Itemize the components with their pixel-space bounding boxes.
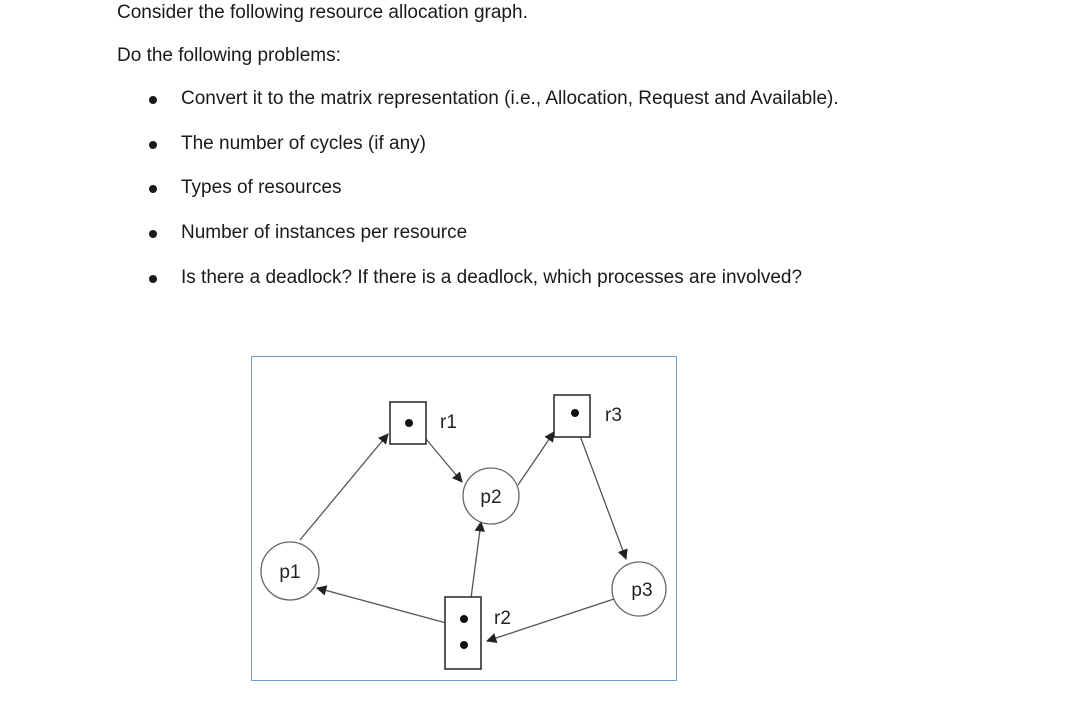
- process-label: p3: [631, 580, 653, 601]
- intro-text: Consider the following resource allocation graph.: [117, 2, 528, 23]
- edge-p1-r1: [300, 434, 388, 540]
- resource-allocation-graph: [251, 356, 677, 681]
- resource-instance-dot: [571, 409, 579, 417]
- edge-r2-p1: [317, 588, 461, 627]
- prompt-text: Do the following problems:: [117, 45, 341, 66]
- resource-node-r3: [554, 395, 622, 437]
- edge-r2-p2: [471, 522, 481, 598]
- problem-text: Convert it to the matrix representation (i.e., Allocation, Request and Available).: [181, 88, 839, 109]
- bullet-icon: [149, 230, 157, 238]
- resource-instance-dot: [460, 615, 468, 623]
- problem-text: Types of resources: [181, 177, 342, 198]
- process-node-p2: [463, 468, 519, 524]
- problem-text: Is there a deadlock? If there is a deadlock, which processes are involved?: [181, 267, 803, 288]
- resource-label: r3: [605, 405, 622, 426]
- process-label: p2: [480, 487, 502, 508]
- resource-label: r2: [494, 608, 511, 629]
- process-label: p1: [279, 562, 301, 583]
- bullet-icon: [149, 275, 157, 283]
- bullet-icon: [149, 141, 157, 149]
- resource-node-r1: [390, 402, 457, 444]
- edge-p2-r3: [518, 432, 554, 485]
- edge-r3-p3: [579, 433, 626, 559]
- resource-instance-dot: [405, 419, 413, 427]
- bullet-icon: [149, 185, 157, 193]
- resource-node-r2: [445, 597, 511, 669]
- problem-text: The number of cycles (if any): [181, 133, 426, 154]
- resource-instance-dot: [460, 641, 468, 649]
- graph-canvas: [252, 357, 678, 682]
- process-node-p1: [261, 542, 319, 600]
- edge-r1-p2: [426, 439, 462, 482]
- process-node-p3: [612, 562, 666, 616]
- problem-text: Number of instances per resource: [181, 222, 468, 243]
- bullet-icon: [149, 96, 157, 104]
- resource-label: r1: [440, 412, 457, 433]
